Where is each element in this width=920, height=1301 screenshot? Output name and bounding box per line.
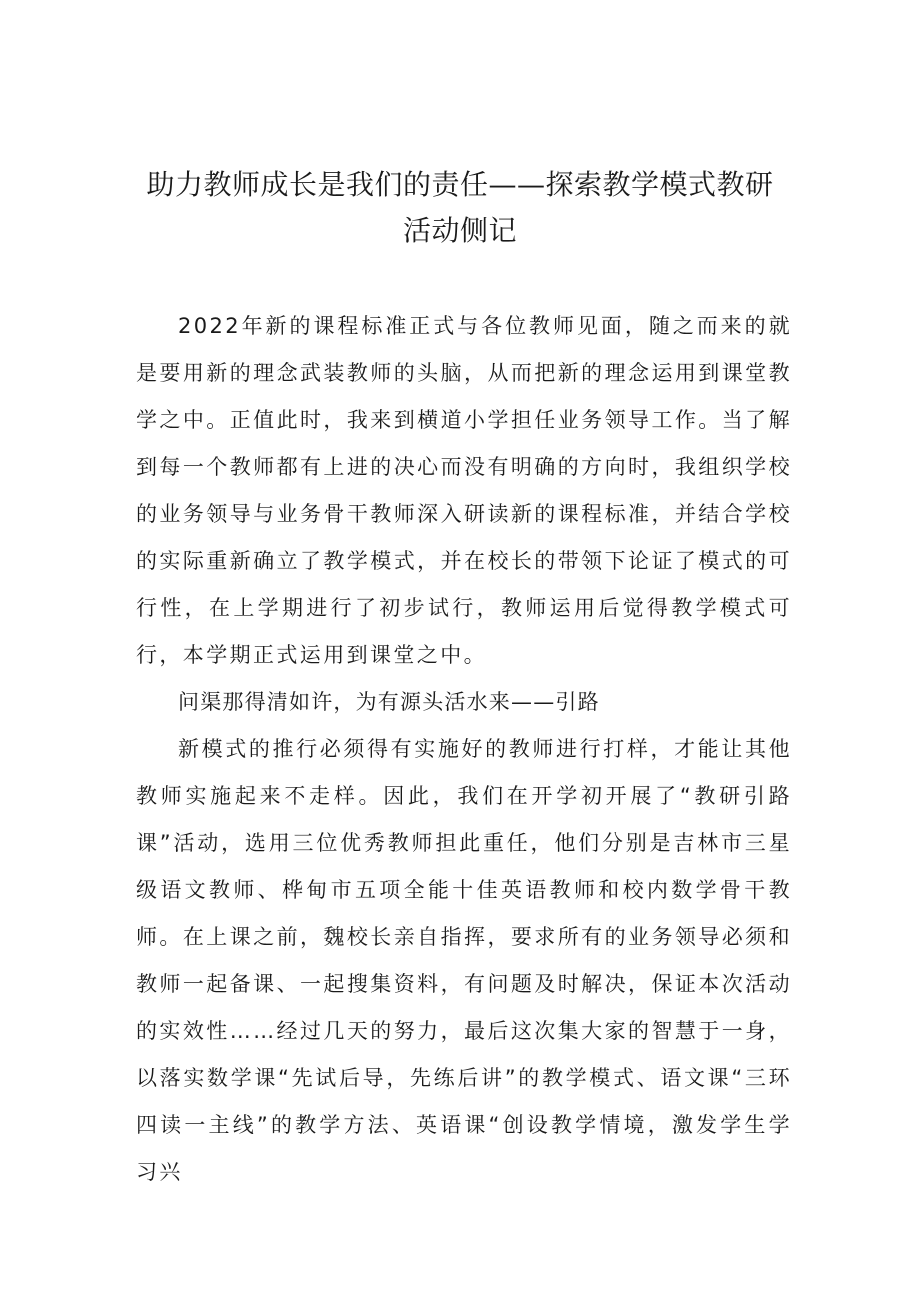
section-heading: 问渠那得清如许，为有源头活水来——引路: [178, 690, 600, 714]
paragraph-guide: 新模式的推行必须得有实施好的教师进行打样，才能让其他教师实施起来不走样。因此，我们在开学初开展了“教研引路课”活动，选用三位优秀教师担此重任，他们分别是吉林市三星级语文教师、桦甸市五项全能十佳英语教师和校内数学骨干教师。在上课之前，魏校长亲自指挥，要求所有的业务领导必须和教师一起备课、一起搜集资料，有问题及时解决，保证本次活动的实效性……经过几天的努力，最后这次集大家的智慧于一身，以落实数学课“先试后导，先练后讲”的教学模式、语文课“三环四读一主线”的教学方法、英语课“创设教学情境，激发学生学习兴: [136, 737, 792, 1184]
title-line-1: 助力教师成长是我们的责任——探索教学模式教研: [146, 168, 774, 201]
document-title: [130, 162, 790, 254]
paragraph-intro: 2022年新的课程标准正式与各位教师见面，随之而来的就是要用新的理念武装教师的头脑，从而把新的理念运用到课堂教学之中。正值此时，我来到横道小学担任业务领导工作。当了解到每一个教师都有上进的决心而没有明确的方向时，我组织学校的业务领导与业务骨干教师深入研读新的课程标准，并结合学校的实际重新确立了教学模式，并在校长的带领下论证了模式的可行性，在上学期进行了初步试行，教师运用后觉得教学模式可行，本学期正式运用到课堂之中。: [136, 314, 792, 667]
title-line-2: 活动侧记: [402, 214, 517, 247]
document-body: [136, 303, 792, 1196]
